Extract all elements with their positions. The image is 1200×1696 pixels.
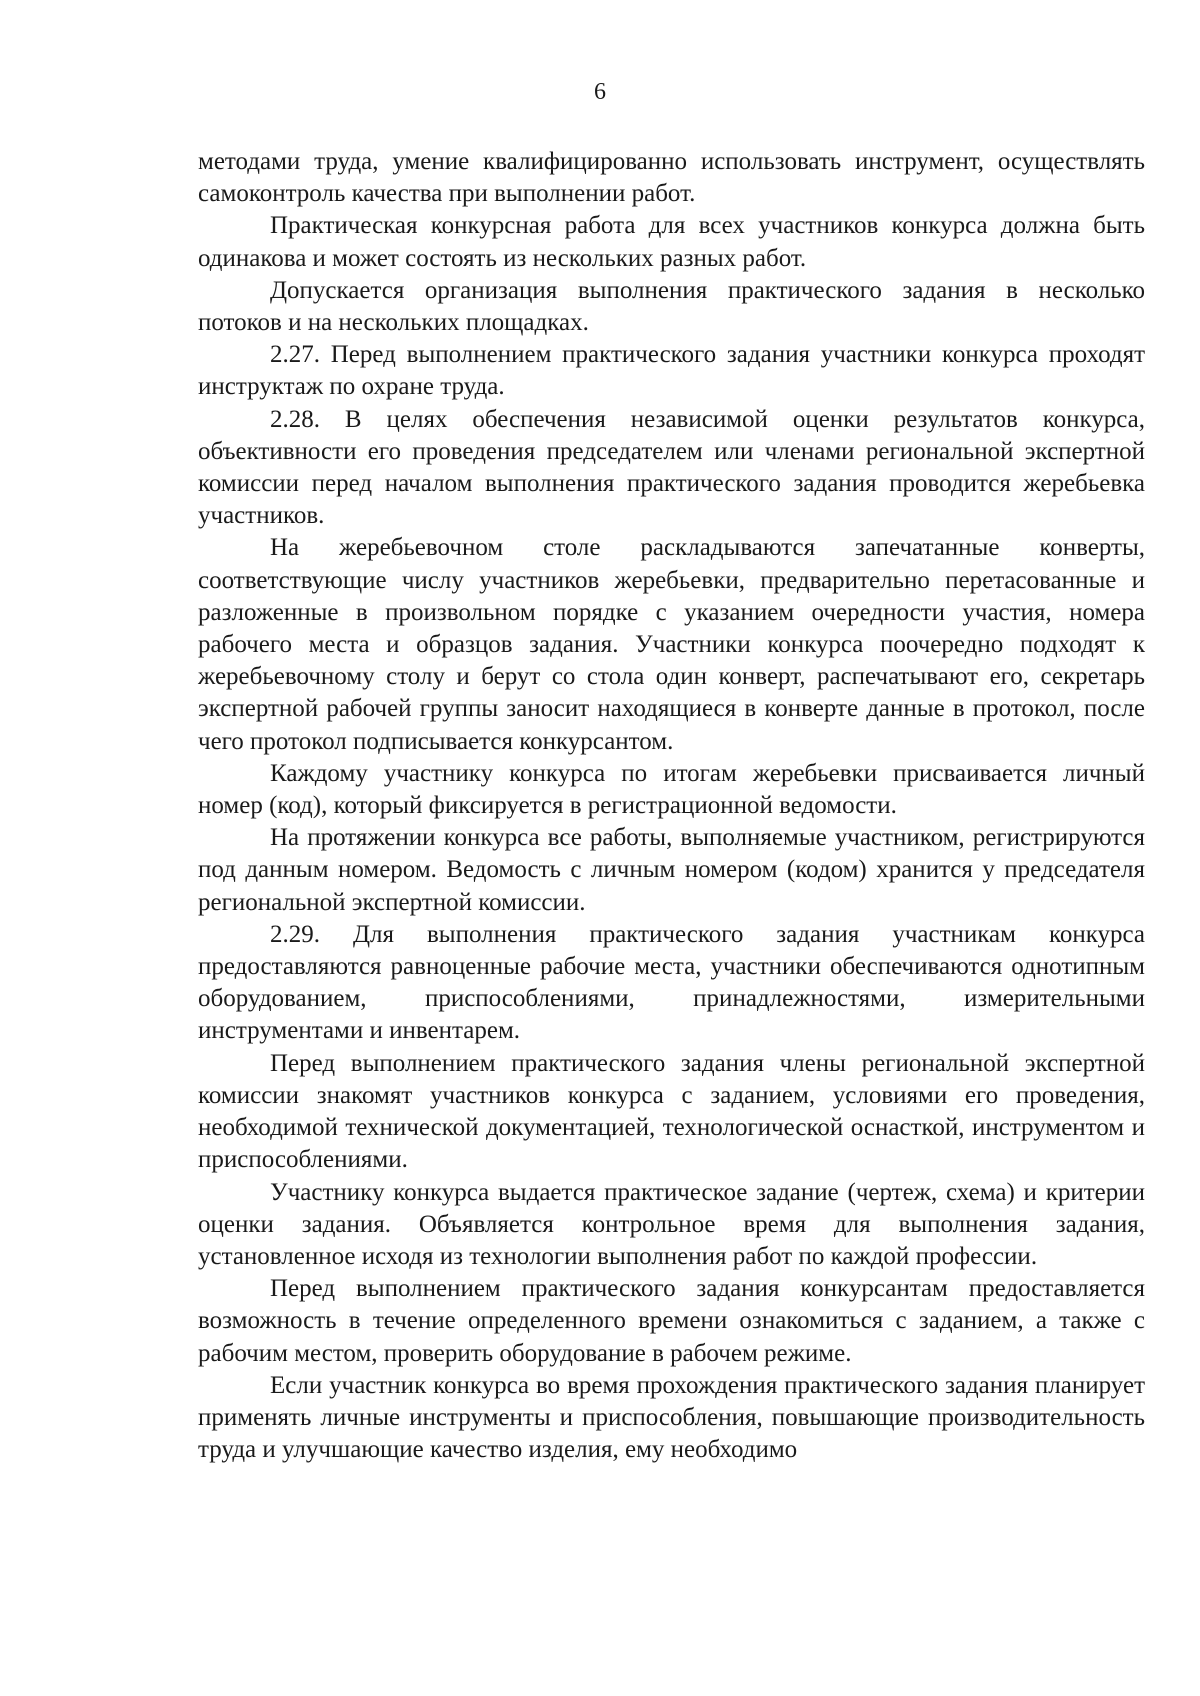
paragraph: Перед выполнением практического задания члены региональной экспертной комиссии знакомят участников конкурса с заданием, условиями его проведения, необходимой технической документацией, технологической оснасткой, инструментом и приспособлениями. [198, 1049, 1145, 1174]
paragraph: На протяжении конкурса все работы, выполняемые участником, регистрируются под данным номером. Ведомость с личным номером (кодом) хранится у председателя региональной экспертной комиссии. [198, 824, 1145, 916]
document-body [198, 146, 1145, 1466]
paragraph: Участнику конкурса выдается практическое задание (чертеж, схема) и критерии оценки задания. Объявляется контрольное время для выполнения задания, установленное исходя из технологии выполнения работ по каждой профессии. [198, 1178, 1145, 1270]
paragraph: Если участник конкурса во время прохождения практического задания планирует применять личные инструменты и приспособления, повышающие производительность труда и улучшающие качество изделия, ему необходимо [198, 1371, 1145, 1464]
page-number: 6 [594, 79, 606, 105]
paragraph: 2.27. Перед выполнением практического задания участники конкурса проходят инструктаж по охране труда. [198, 341, 1145, 401]
paragraph: Допускается организация выполнения практического задания в несколько потоков и на нескольких площадках. [198, 276, 1145, 337]
paragraph: На жеребьевочном столе раскладываются запечатанные конверты, соответствующие числу участников жеребьевки, предварительно перетасованные и разложенные в произвольном порядке с указанием очередности участия, номера рабочего места и образцов задания. Участники конкурса поочередно подходят к жеребьевочному столу и берут со стола один конверт, распечатывают его, секретарь экспертной рабочей группы заносит находящиеся в конверте данные в протокол, после чего протокол подписывается конкурсантом. [198, 534, 1145, 755]
paragraph: Перед выполнением практического задания конкурсантам предоставляется возможность в течение определенного времени ознакомиться с заданием, а также с рабочим местом, проверить оборудование в рабочем режиме. [198, 1275, 1145, 1367]
paragraph: Каждому участнику конкурса по итогам жеребьевки присваивается личный номер (код), который фиксируется в регистрационной ведомости. [198, 759, 1145, 820]
paragraph: 2.29. Для выполнения практического задания участникам конкурса предоставляются равноценные рабочие места, участники обеспечиваются однотипным оборудованием, приспособлениями, принадлежностями, измерительными инструментами и инвентарем. [198, 920, 1145, 1045]
paragraph: 2.28. В целях обеспечения независимой оценки результатов конкурса, объективности его проведения председателем или членами региональной экспертной комиссии перед началом выполнения практического задания проводится жеребьевка участников. [198, 405, 1145, 530]
paragraph: Практическая конкурсная работа для всех участников конкурса должна быть одинакова и может состоять из нескольких разных работ. [198, 212, 1145, 272]
paragraph: методами труда, умение квалифицированно использовать инструмент, осуществлять самоконтроль качества при выполнении работ. [198, 148, 1145, 208]
